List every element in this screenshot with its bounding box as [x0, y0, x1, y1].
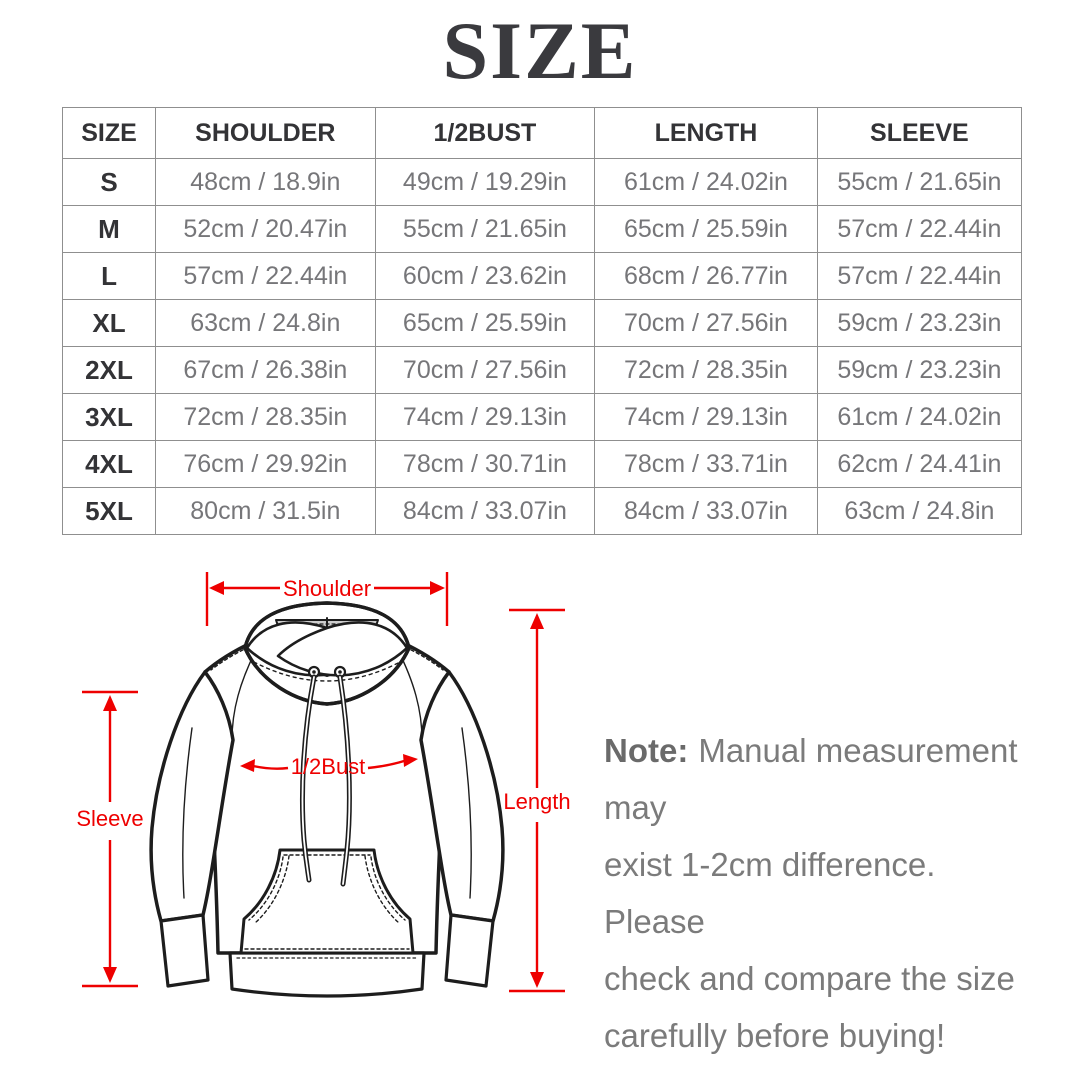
note-text	[604, 722, 1040, 1064]
size-cell: 2XL	[63, 347, 156, 394]
sleeve-cell: 62cm / 24.41in	[817, 441, 1021, 488]
table-row	[63, 253, 1022, 300]
sleeve-cell: 57cm / 22.44in	[817, 206, 1021, 253]
size-chart-table	[62, 107, 1022, 535]
table-row	[63, 488, 1022, 535]
size-cell: L	[63, 253, 156, 300]
sleeve-cell: 57cm / 22.44in	[817, 253, 1021, 300]
page-title: SIZE	[442, 5, 638, 96]
sleeve-cell: 61cm / 24.02in	[817, 394, 1021, 441]
bust-cell: 65cm / 25.59in	[375, 300, 595, 347]
size-cell: S	[63, 159, 156, 206]
note-line1: Manual measurement may	[604, 732, 1018, 826]
sleeve-cell: 59cm / 23.23in	[817, 347, 1021, 394]
shoulder-cell: 57cm / 22.44in	[156, 253, 376, 300]
sleeve-cell: 63cm / 24.8in	[817, 488, 1021, 535]
shoulder-cell: 67cm / 26.38in	[156, 347, 376, 394]
note-line: carefully before buying!	[604, 1017, 946, 1054]
note-line	[604, 722, 1040, 836]
sleeve-arrow	[76, 692, 143, 986]
shoulder-cell: 52cm / 20.47in	[156, 206, 376, 253]
length-cell: 65cm / 25.59in	[595, 206, 817, 253]
size-cell: 3XL	[63, 394, 156, 441]
table-row	[63, 300, 1022, 347]
table-row	[63, 441, 1022, 488]
note-label: Note:	[604, 732, 689, 769]
length-cell: 61cm / 24.02in	[595, 159, 817, 206]
shoulder-cell: 63cm / 24.8in	[156, 300, 376, 347]
header-bust: 1/2BUST	[375, 108, 595, 159]
table-row	[63, 206, 1022, 253]
shoulder-cell: 48cm / 18.9in	[156, 159, 376, 206]
length-label: Length	[503, 789, 571, 814]
sleeve-label: Sleeve	[76, 806, 144, 831]
table-header-row	[63, 108, 1022, 159]
length-cell: 68cm / 26.77in	[595, 253, 817, 300]
length-cell: 78cm / 33.71in	[595, 441, 817, 488]
table-row	[63, 159, 1022, 206]
size-cell: 5XL	[63, 488, 156, 535]
sleeve-cell: 55cm / 21.65in	[817, 159, 1021, 206]
bust-cell: 60cm / 23.62in	[375, 253, 595, 300]
shoulder-cell: 80cm / 31.5in	[156, 488, 376, 535]
header-sleeve: SLEEVE	[817, 108, 1021, 159]
hoodie-measurement-diagram	[40, 550, 620, 1080]
note-line: check and compare the size	[604, 960, 1015, 997]
bust-cell: 49cm / 19.29in	[375, 159, 595, 206]
size-cell: XL	[63, 300, 156, 347]
sleeve-cell: 59cm / 23.23in	[817, 300, 1021, 347]
size-cell: M	[63, 206, 156, 253]
table-row	[63, 394, 1022, 441]
shoulder-cell: 72cm / 28.35in	[156, 394, 376, 441]
size-cell: 4XL	[63, 441, 156, 488]
bust-label: 1/2Bust	[290, 754, 366, 779]
note-line: exist 1-2cm difference. Please	[604, 846, 936, 940]
header-size: SIZE	[63, 108, 156, 159]
length-cell: 74cm / 29.13in	[595, 394, 817, 441]
table-row	[63, 347, 1022, 394]
bust-cell: 55cm / 21.65in	[375, 206, 595, 253]
bust-cell: 70cm / 27.56in	[375, 347, 595, 394]
hoodie-line-art	[151, 603, 503, 996]
length-arrow	[503, 610, 570, 991]
bust-cell: 78cm / 30.71in	[375, 441, 595, 488]
bust-cell: 74cm / 29.13in	[375, 394, 595, 441]
header-length: LENGTH	[595, 108, 817, 159]
length-cell: 72cm / 28.35in	[595, 347, 817, 394]
shoulder-cell: 76cm / 29.92in	[156, 441, 376, 488]
length-cell: 84cm / 33.07in	[595, 488, 817, 535]
shoulder-label: Shoulder	[282, 576, 372, 601]
length-cell: 70cm / 27.56in	[595, 300, 817, 347]
header-shoulder: SHOULDER	[156, 108, 376, 159]
bust-cell: 84cm / 33.07in	[375, 488, 595, 535]
